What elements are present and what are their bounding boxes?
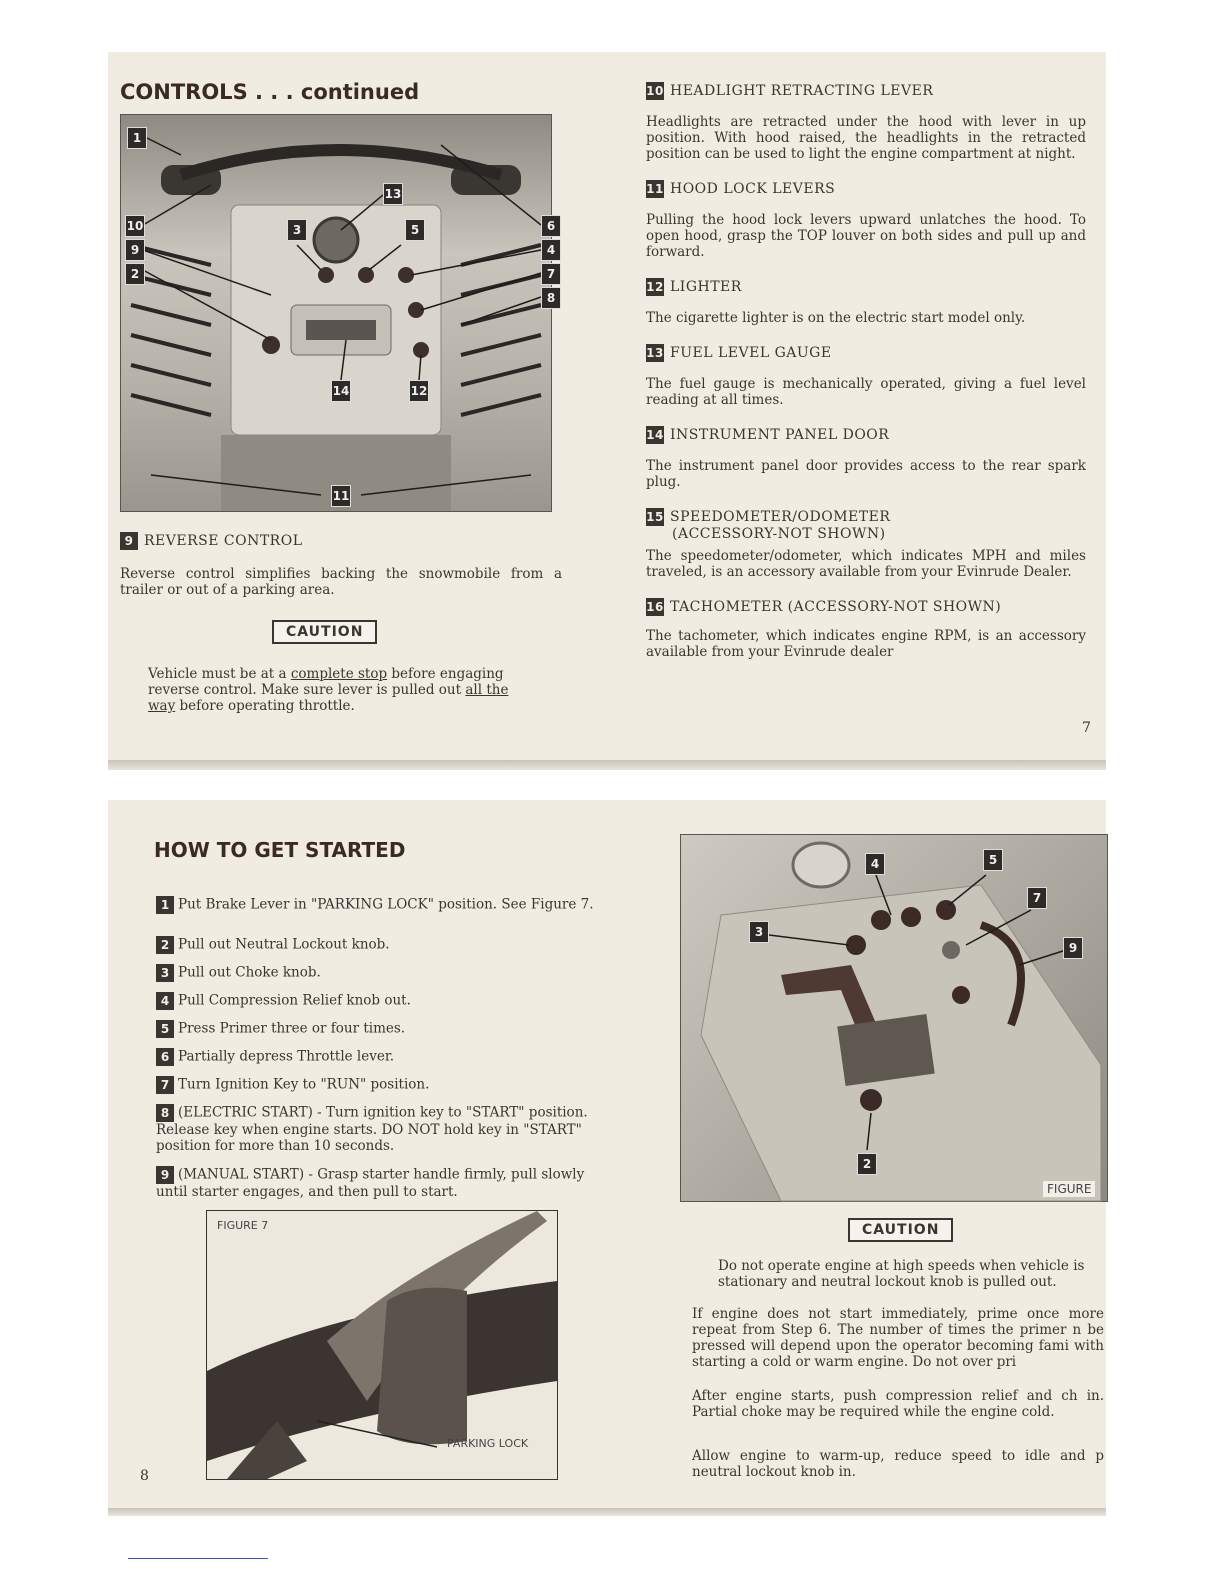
- photo-label: 2: [857, 1153, 877, 1175]
- page-number: 8: [140, 1468, 149, 1484]
- photo-label: 3: [749, 921, 769, 943]
- photo-label: 7: [1027, 887, 1047, 909]
- photo-label: 8: [541, 287, 561, 309]
- page-number: 7: [1082, 720, 1091, 736]
- item-heading-13: 13 FUEL LEVEL GAUGE: [646, 345, 832, 361]
- step-item: 4 Pull Compression Relief knob out.: [156, 992, 602, 1010]
- item-heading-16: 16 TACHOMETER (ACCESSORY-NOT SHOWN): [646, 599, 1002, 615]
- photo-label: 7: [541, 263, 561, 285]
- page-shadow: [108, 760, 1106, 770]
- item-heading-14: 14 INSTRUMENT PANEL DOOR: [646, 427, 890, 443]
- photo-label: 9: [1063, 937, 1083, 959]
- step-item: 5 Press Primer three or four times.: [156, 1020, 602, 1038]
- page-shadow: [108, 1508, 1106, 1516]
- item-body-16: The tachometer, which indicates engine RPM, is an accessory available from your Evinrude dealer: [646, 628, 1086, 660]
- item-number: 9: [120, 532, 138, 550]
- page-title: CONTROLS . . . continued: [120, 80, 420, 104]
- step-item: 3 Pull out Choke knob.: [156, 964, 602, 982]
- caution-badge: [272, 620, 377, 644]
- step-item: 7 Turn Ignition Key to "RUN" position.: [156, 1076, 602, 1094]
- photo-label: 11: [331, 485, 351, 507]
- photo-label: 9: [125, 239, 145, 261]
- step-item: 6 Partially depress Throttle lever.: [156, 1048, 602, 1066]
- dashboard-illustration: [121, 115, 551, 511]
- photo-label: 4: [865, 853, 885, 875]
- step-item: 2 Pull out Neutral Lockout knob.: [156, 936, 602, 954]
- caution-badge: [848, 1218, 953, 1242]
- caution-text: Do not operate engine at high speeds when vehicle is stationary and neutral lockout knob is pulled out.: [718, 1258, 1085, 1290]
- reverse-control-heading: [120, 532, 303, 550]
- item-heading-10: 10 HEADLIGHT RETRACTING LEVER: [646, 83, 934, 99]
- paragraph: After engine starts, push compression relief and ch in. Partial choke may be required while the engine cold.: [692, 1388, 1104, 1420]
- item-body-14: The instrument panel door provides access to the rear spark plug.: [646, 458, 1086, 490]
- photo-label: 5: [405, 219, 425, 241]
- figure-caption: FIGURE: [1043, 1181, 1095, 1197]
- caution-label: CAUTION: [272, 620, 377, 644]
- item-heading-15: 15 SPEEDOMETER/ODOMETER: [646, 509, 891, 525]
- photo-label: 4: [541, 239, 561, 261]
- photo-label: 2: [125, 263, 145, 285]
- page-8: [108, 800, 1106, 1516]
- item-body-15: The speedometer/odometer, which indicates MPH and miles traveled, is an accessory available from your Evinrude Dealer.: [646, 548, 1086, 580]
- page-title: HOW TO GET STARTED: [154, 838, 406, 862]
- parking-lock-label: PARKING LOCK: [447, 1437, 529, 1450]
- photo-label: 6: [541, 215, 561, 237]
- item-body-11: Pulling the hood lock levers upward unlatches the hood. To open hood, grasp the TOP louver on both sides and pull up and forward.: [646, 212, 1086, 260]
- caution-label: CAUTION: [848, 1218, 953, 1242]
- page-7: [108, 52, 1106, 768]
- item-title: REVERSE CONTROL: [144, 533, 303, 549]
- item-body-12: The cigarette lighter is on the electric start model only.: [646, 310, 1026, 326]
- step-item: 9 (MANUAL START) - Grasp starter handle firmly, pull slowly until starter engages, and then pull to start.: [156, 1166, 585, 1200]
- reverse-control-body: Reverse control simplifies backing the snowmobile from a trailer or out of a parking area.: [120, 566, 562, 598]
- photo-label: 3: [287, 219, 307, 241]
- photo-label: 10: [125, 215, 145, 237]
- paragraph: Allow engine to warm-up, reduce speed to idle and p neutral lockout knob in.: [692, 1448, 1104, 1480]
- step-item: 1 Put Brake Lever in "PARKING LOCK" position. See Figure 7.: [156, 896, 602, 914]
- control-panel-photo: [680, 834, 1108, 1202]
- link-underline: [128, 1558, 268, 1559]
- photo-label: 12: [409, 380, 429, 402]
- dashboard-photo: [120, 114, 556, 512]
- item-heading-11: 11 HOOD LOCK LEVERS: [646, 181, 836, 197]
- photo-label: 13: [383, 183, 403, 205]
- photo-label: 1: [127, 127, 147, 149]
- paragraph: If engine does not start immediately, prime once more repeat from Step 6. The number of times the primer n be pressed will depend upon the operator becoming fami with starting a cold or warm engine. Do not over pri: [692, 1306, 1104, 1370]
- photo-label: 5: [983, 849, 1003, 871]
- item-heading-12: 12 LIGHTER: [646, 279, 742, 295]
- figure-caption: FIGURE 7: [217, 1219, 269, 1232]
- right-column: [646, 82, 1086, 660]
- caution-text: Vehicle must be at a complete stop before engaging reverse control. Make sure lever is pulled out all the way before operating throttle.: [148, 666, 509, 714]
- photo-label: 14: [331, 380, 351, 402]
- item-body-13: The fuel gauge is mechanically operated, giving a fuel level reading at all times.: [646, 376, 1086, 408]
- item-subtitle-15: (ACCESSORY-NOT SHOWN): [672, 526, 886, 542]
- item-body-10: Headlights are retracted under the hood with lever in up position. With hood raised, the headlights in the retracted position can be used to light the engine compartment at night.: [646, 114, 1086, 162]
- figure-7: [206, 1210, 558, 1480]
- step-item: 8 (ELECTRIC START) - Turn ignition key to "START" position. Release key when engine starts. DO NOT hold key in "START" position for more than 10 seconds.: [156, 1104, 588, 1154]
